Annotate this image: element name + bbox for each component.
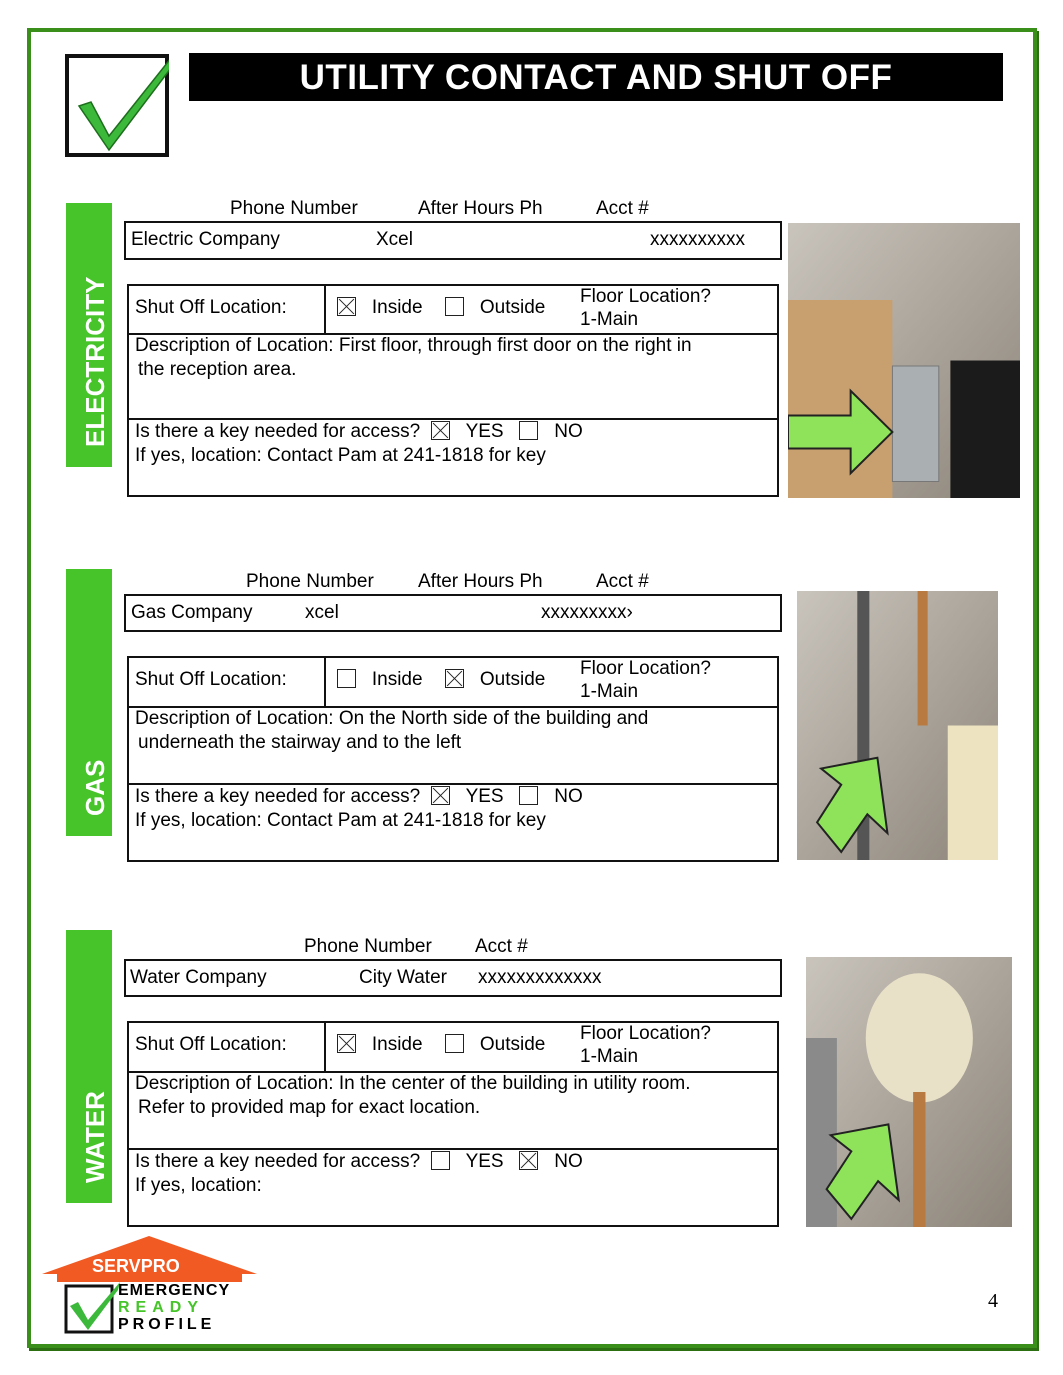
key-location[interactable]: If yes, location: Contact Pam at 241-1818 for key [135,810,546,831]
key-question-text: Is there a key needed for access? [135,1151,421,1172]
outside-option[interactable] [445,297,545,319]
provider-field[interactable]: xcel [305,602,339,623]
column-label: After Hours Ph [418,571,543,592]
water-shutoff-photo [806,957,1012,1227]
no-label: NO [554,786,583,807]
key-question [135,786,583,808]
yes-checkbox[interactable] [431,786,450,805]
yes-checkbox[interactable] [431,421,450,440]
key-question [135,421,583,443]
inside-checkbox[interactable] [337,669,356,688]
no-checkbox[interactable] [519,1151,538,1170]
column-label: Phone Number [246,571,374,592]
servpro-logo [42,1236,257,1336]
acct-field[interactable]: xxxxxxxxxx [650,229,745,250]
logo-line: EMERGENCY [118,1282,231,1299]
outside-checkbox[interactable] [445,669,464,688]
inside-label: Inside [371,1034,423,1055]
outside-label: Outside [479,297,546,318]
shutoff-label: Shut Off Location: [135,297,287,318]
outside-checkbox[interactable] [445,297,464,316]
description-line[interactable]: Description of Location: On the North side of the building and [135,708,649,729]
acct-field[interactable]: xxxxxxxxxxxxx [478,967,602,988]
key-question-text: Is there a key needed for access? [135,786,421,807]
column-label: Phone Number [304,936,432,957]
outside-option[interactable] [445,669,545,691]
yes-checkbox[interactable] [431,1151,450,1170]
company-field[interactable]: Electric Company [131,229,280,250]
inside-checkbox[interactable] [337,297,356,316]
floor-label: Floor Location? [580,1023,711,1044]
column-label: After Hours Ph [418,198,543,219]
yes-label: YES [465,786,504,807]
company-field[interactable]: Water Company [130,967,267,988]
description-line[interactable]: the reception area. [138,359,297,380]
electrical-panel-photo [788,223,1020,498]
section-title: WATER [80,1091,110,1183]
floor-label: Floor Location? [580,286,711,307]
inside-checkbox[interactable] [337,1034,356,1053]
description-line[interactable]: Description of Location: In the center of the building in utility room. [135,1073,691,1094]
section-band [66,930,112,1203]
yes-label: YES [465,1151,504,1172]
outside-label: Outside [479,669,546,690]
divider [324,656,326,706]
floor-value[interactable]: 1-Main [580,1046,639,1067]
key-location[interactable]: If yes, location: [135,1175,262,1196]
provider-field[interactable]: City Water [359,967,447,988]
checkmark-logo [65,54,169,157]
section-band [66,569,112,836]
no-checkbox[interactable] [519,421,538,440]
inside-option[interactable] [337,1034,423,1056]
key-location[interactable]: If yes, location: Contact Pam at 241-1818 for key [135,445,546,466]
floor-label: Floor Location? [580,658,711,679]
shutoff-label: Shut Off Location: [135,669,287,690]
inside-option[interactable] [337,297,423,319]
inside-label: Inside [371,669,423,690]
floor-value[interactable]: 1-Main [580,681,639,702]
no-checkbox[interactable] [519,786,538,805]
checkmark-icon [69,58,169,154]
provider-field[interactable]: Xcel [376,229,413,250]
divider [324,1021,326,1071]
logo-line: PROFILE [118,1316,216,1333]
logo-line: READY [118,1299,205,1316]
section-band [66,203,112,467]
description-line[interactable]: Refer to provided map for exact location. [138,1097,481,1118]
shutoff-label: Shut Off Location: [135,1034,287,1055]
column-label: Acct # [596,571,649,592]
no-label: NO [554,421,583,442]
divider [127,418,779,420]
divider [127,783,779,785]
section-title: ELECTRICITY [80,276,110,447]
inside-option[interactable] [337,669,423,691]
description-line[interactable]: Description of Location: First floor, through first door on the right in [135,335,692,356]
acct-field[interactable]: xxxxxxxxx› [541,602,633,623]
page-number: 4 [988,1290,998,1312]
gas-valve-photo [797,591,998,860]
column-label: Phone Number [230,198,358,219]
section-title: GAS [80,759,110,816]
yes-label: YES [465,421,504,442]
inside-label: Inside [371,297,423,318]
column-label: Acct # [475,936,528,957]
company-field[interactable]: Gas Company [131,602,253,623]
outside-label: Outside [479,1034,546,1055]
key-question [135,1151,583,1173]
divider [127,1148,779,1150]
outside-option[interactable] [445,1034,545,1056]
column-label: Acct # [596,198,649,219]
brand-name: SERVPRO [92,1256,180,1276]
key-question-text: Is there a key needed for access? [135,421,421,442]
no-label: NO [554,1151,583,1172]
floor-value[interactable]: 1-Main [580,309,639,330]
page-title: UTILITY CONTACT AND SHUT OFF [189,53,1003,101]
divider [324,284,326,333]
outside-checkbox[interactable] [445,1034,464,1053]
description-line[interactable]: underneath the stairway and to the left [138,732,462,753]
